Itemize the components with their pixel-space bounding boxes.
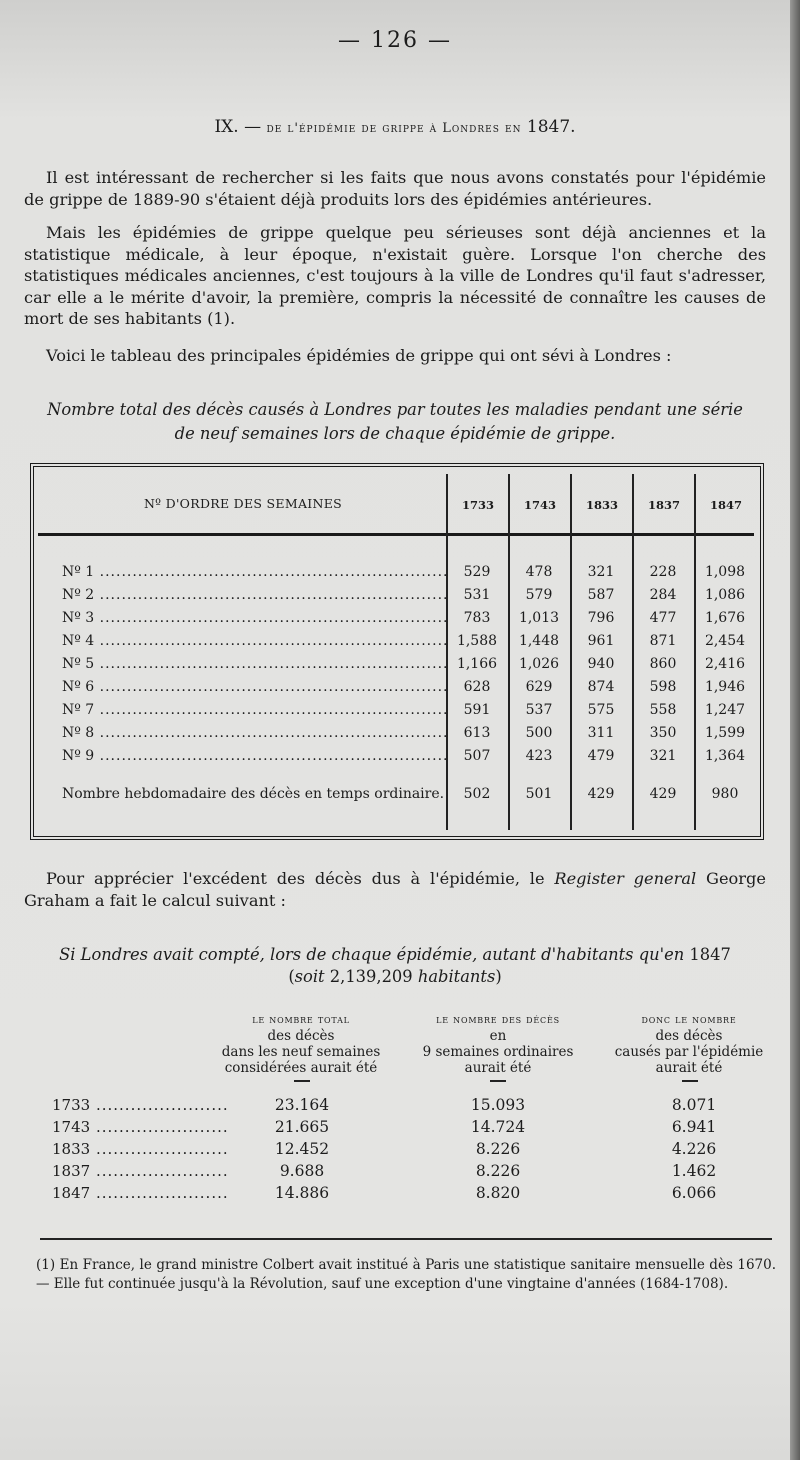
table-cell: 629 <box>525 679 553 695</box>
calc-subtitle-line-2 <box>24 966 766 988</box>
calc-value-total: 9.688 <box>279 1162 325 1180</box>
calc-subtitle-line-1 <box>24 944 766 966</box>
table-cell: 575 <box>587 702 615 718</box>
table-header-rule <box>38 533 754 536</box>
table-cell: 796 <box>587 610 615 626</box>
table-cell: 1,098 <box>704 564 746 580</box>
table-cell: 477 <box>649 610 677 626</box>
col-head-line: des décès <box>267 1028 335 1044</box>
table-cell: 350 <box>649 725 677 741</box>
calc-value-total: 12.452 <box>274 1140 330 1158</box>
table-row-label: Nº 1 ..... <box>62 564 446 580</box>
table-header-year: 1743 <box>523 498 556 512</box>
table-cell: 423 <box>525 748 553 764</box>
calc-row-year: 1733 ..... <box>52 1096 227 1114</box>
table-row-label: Nº 2 ..... <box>62 587 446 603</box>
table-divider <box>446 474 448 830</box>
subtitle-italic: Si Londres avait compté, lors de chaque épidémie, autant d'habitants qu'en <box>59 945 685 964</box>
calc-value-epidemic: 1.462 <box>671 1162 717 1180</box>
section-title <box>0 117 790 137</box>
table-row-label: Nº 3 ..... <box>62 610 446 626</box>
table-cell: 529 <box>463 564 491 580</box>
subtitle-paren: ) <box>495 967 502 986</box>
calc-col-ordinary-header <box>406 1012 590 1076</box>
calc-value-ordinary: 8.820 <box>475 1184 521 1202</box>
calc-col-total-header <box>216 1012 386 1076</box>
table-cell: 1,247 <box>704 702 746 718</box>
col-head-line: considérées aurait été <box>224 1060 378 1076</box>
col-head-line: aurait été <box>464 1060 532 1076</box>
table-cell: 1,086 <box>704 587 746 603</box>
section-title-text: de l'épidémie de grippe à Londres en <box>266 121 522 136</box>
table-cell: 598 <box>649 679 677 695</box>
table-cell: 1,448 <box>518 633 560 649</box>
table-divider <box>508 474 510 830</box>
table-cell: 502 <box>463 786 491 802</box>
calc-value-epidemic: 4.226 <box>671 1140 717 1158</box>
table-cell: 311 <box>587 725 615 741</box>
table-cell: 1,013 <box>518 610 560 626</box>
calc-value-ordinary: 8.226 <box>475 1140 521 1158</box>
table-row-label: Nº 9 ..... <box>62 748 446 764</box>
table-cell: 321 <box>587 564 615 580</box>
table-cell: 1,946 <box>704 679 746 695</box>
section-year: 1847. <box>526 117 576 137</box>
deaths-table <box>30 463 764 840</box>
table-cell: 558 <box>649 702 677 718</box>
col-head-line: 9 semaines ordinaires <box>422 1044 574 1060</box>
calc-row-year: 1743 ..... <box>52 1118 227 1136</box>
table-cell: 871 <box>649 633 677 649</box>
subtitle-number: 2,139,209 <box>329 967 413 986</box>
subtitle-paren: ( <box>288 967 295 986</box>
table-cell: 321 <box>649 748 677 764</box>
table-cell: 500 <box>525 725 553 741</box>
column-dash <box>294 1080 310 1082</box>
calc-value-total: 21.665 <box>274 1118 330 1136</box>
table-cell: 1,166 <box>456 656 498 672</box>
table-row-label: Nº 8 ..... <box>62 725 446 741</box>
table-cell: 537 <box>525 702 553 718</box>
table-cell: 1,676 <box>704 610 746 626</box>
table-header-label: Nº D'ORDRE DES SEMAINES <box>143 496 343 511</box>
subtitle-soit: soit <box>294 967 325 986</box>
ordinary-deaths-label: Nombre hebdomadaire des décès en temps ordinaire. <box>62 786 445 802</box>
table-header-year: 1837 <box>647 498 680 512</box>
column-dash <box>682 1080 698 1082</box>
table-cell: 228 <box>649 564 677 580</box>
table-cell: 478 <box>525 564 553 580</box>
table-row-label: Nº 5 ..... <box>62 656 446 672</box>
register-general-term: Register general <box>554 869 697 888</box>
table-header-year: 1833 <box>585 498 618 512</box>
table-cell: 501 <box>525 786 553 802</box>
column-dash <box>490 1080 506 1082</box>
table-row-label: Nº 7 ..... <box>62 702 446 718</box>
table-cell: 479 <box>587 748 615 764</box>
table-cell: 1,364 <box>704 748 746 764</box>
calc-row-year: 1837 ..... <box>52 1162 227 1180</box>
paragraph-3: Voici le tableau des principales épidémies de grippe qui ont sévi à Londres : <box>46 346 672 365</box>
footnote-rule <box>40 1238 772 1240</box>
col-head-line: le nombre total <box>252 1013 350 1026</box>
calc-row-year: 1847 ..... <box>52 1184 227 1202</box>
calc-value-epidemic: 6.941 <box>671 1118 717 1136</box>
table-cell: 429 <box>649 786 677 802</box>
paragraph-1: Il est intéressant de rechercher si les faits que nous avons constatés pour l'épidémie de grippe de 1889-90 s'étaient déjà produits lors des épidémies antérieures. <box>24 168 766 209</box>
table-cell: 628 <box>463 679 491 695</box>
table-caption-line-2: de neuf semaines lors de chaque épidémie de grippe. <box>174 424 616 443</box>
table-divider <box>632 474 634 830</box>
calc-subtitle <box>24 944 766 988</box>
table-cell: 507 <box>463 748 491 764</box>
table-cell: 579 <box>525 587 553 603</box>
calc-value-total: 23.164 <box>274 1096 330 1114</box>
subtitle-habitants: habitants <box>417 967 496 986</box>
table-caption-line-1: Nombre total des décès causés à Londres par toutes les maladies pendant une série <box>47 400 743 419</box>
footnote: (1) En France, le grand ministre Colbert avait institué à Paris une statistique sanitaire mensuelle dès 1670. — Elle fut continuée jusqu'à la Révolution, sauf une exception d'une vingtaine d'années (1684-1708). <box>36 1257 776 1292</box>
table-cell: 613 <box>463 725 491 741</box>
table-cell: 591 <box>463 702 491 718</box>
col-head-line: causés par l'épidémie <box>614 1044 764 1060</box>
table-cell: 980 <box>711 786 739 802</box>
table-cell: 1,599 <box>704 725 746 741</box>
col-head-line: le nombre des décès <box>436 1013 560 1026</box>
subtitle-year: 1847 <box>689 945 731 964</box>
table-cell: 961 <box>587 633 615 649</box>
table-header-year: 1847 <box>709 498 742 512</box>
table-caption <box>24 398 766 446</box>
calc-value-epidemic: 8.071 <box>671 1096 717 1114</box>
table-divider <box>694 474 696 830</box>
col-head-line: dans les neuf semaines <box>221 1044 381 1060</box>
col-head-line: des décès <box>655 1028 723 1044</box>
table-cell: 531 <box>463 587 491 603</box>
section-numeral: IX. — <box>214 117 262 137</box>
table-cell: 940 <box>587 656 615 672</box>
table-cell: 284 <box>649 587 677 603</box>
paragraph-after-table <box>24 868 766 911</box>
paragraph-text: George Graham a fait le calcul suivant : <box>24 869 766 910</box>
calc-value-total: 14.886 <box>274 1184 330 1202</box>
table-cell: 587 <box>587 587 615 603</box>
table-header-year: 1733 <box>461 498 494 512</box>
table-cell: 783 <box>463 610 491 626</box>
table-cell: 1,026 <box>518 656 560 672</box>
calc-row-year: 1833 ..... <box>52 1140 227 1158</box>
table-cell: 2,454 <box>704 633 746 649</box>
calc-value-epidemic: 6.066 <box>671 1184 717 1202</box>
page-edge <box>790 0 800 1460</box>
col-head-line: donc le nombre <box>641 1013 737 1026</box>
table-row-label: Nº 6 ..... <box>62 679 446 695</box>
page-number: — 126 — <box>338 28 452 53</box>
col-head-line: aurait été <box>655 1060 723 1076</box>
table-row-label: Nº 4 ..... <box>62 633 446 649</box>
table-cell: 1,588 <box>456 633 498 649</box>
table-divider <box>570 474 572 830</box>
paragraph-2: Mais les épidémies de grippe quelque peu sérieuses sont déjà anciennes et la statistique médicale, à leur époque, n'existait guère. Lorsque l'on cherche des statistiques médicales anciennes, c'est toujours à la ville de Londres qu'il faut s'adresser, car elle a le mérite d'avoir, la première, compris la nécessité de connaître les causes de mort de ses habitants (1). <box>24 223 766 328</box>
calc-value-ordinary: 15.093 <box>470 1096 526 1114</box>
table-cell: 874 <box>587 679 615 695</box>
calc-col-epidemic-header <box>604 1012 774 1076</box>
col-head-line: en <box>489 1028 507 1044</box>
calc-value-ordinary: 14.724 <box>470 1118 526 1136</box>
paragraph-text: Pour apprécier l'excédent des décès dus à l'épidémie, le <box>46 869 555 888</box>
table-cell: 860 <box>649 656 677 672</box>
table-cell: 2,416 <box>704 656 746 672</box>
table-cell: 429 <box>587 786 615 802</box>
calc-value-ordinary: 8.226 <box>475 1162 521 1180</box>
